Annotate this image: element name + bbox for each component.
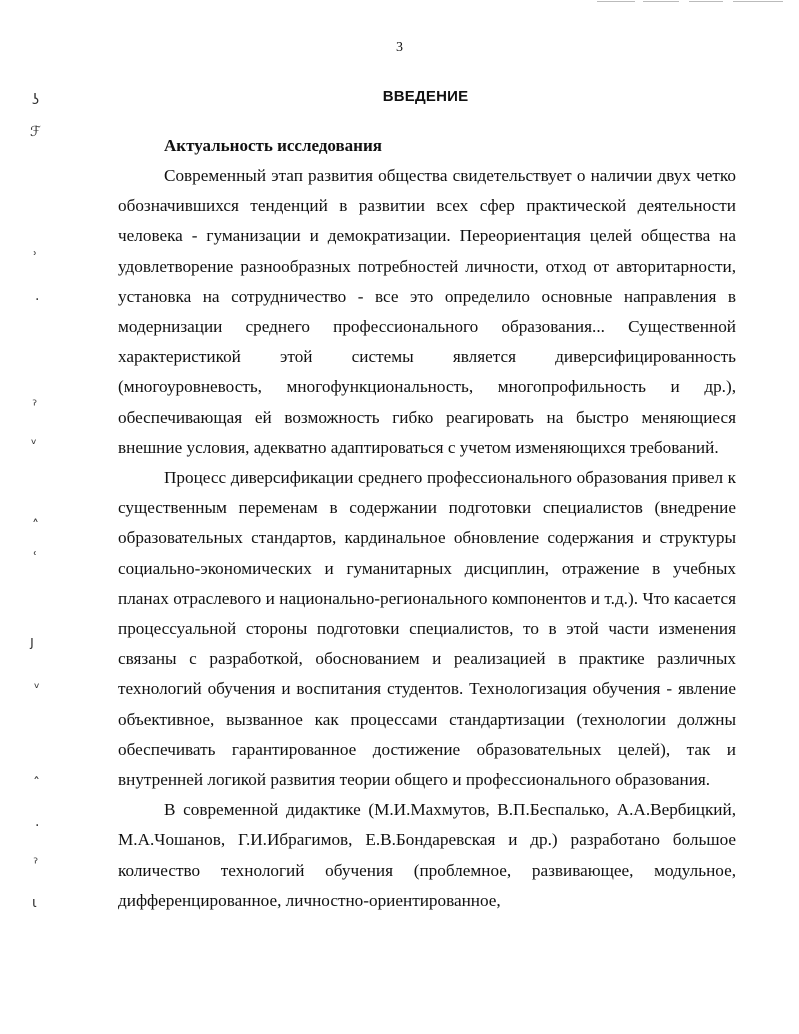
scan-corner-lines — [597, 0, 787, 6]
paragraph: Процесс диверсификации среднего профессионального образования привел к существенным переменам в содержании подготовки специалистов (внедрение образовательных стандартов, кардинальное обновление содержания и структуры социально-экономических и гуманитарных дисциплин, отражение в учебных планах отраслевого и национально-регионального компонентов и т.д.). Что касается процессуальной стороны подготовки специалистов, то в этой части изменения связаны с разработкой, обоснованием и реализацией в практике различных технологий обучения и воспитания студентов. Технологизация обучения - явление объективное, вызванное как процессами стандартизации (технологии должны обеспечивать гарантированное достижение образовательных целей), так и внутренней логикой развития теории общего и профессионального образования. — [118, 468, 736, 790]
page-number: 3 — [396, 40, 403, 55]
section-heading: Актуальность исследования — [164, 136, 382, 155]
paragraph: Современный этап развития общества свидетельствует о наличии двух четко обозначившихся тенденций в развитии всех сфер практической деятельности человека - гуманизации и демократизации. Переориентация целей общества на удовлетворение разнообразных потребностей личности, отход от авторитарности, установка на сотрудничество - все это определило основные направления в модернизации среднего профессионального образования... Существенной характеристикой этой системы является диверсифицированность (многоуровневость, многофункциональность, многопрофильность и др.), обеспечивающая ей возможность гибко реагировать на быстро меняющиеся внешние условия, адекватно адаптироваться с учетом изменяющихся требований. — [118, 166, 736, 457]
scan-margin-marks: ʖ ℱ ʾ · ˀ ᵥ ˄ ʿ ȷ ᵥ ˆ · ˀ ɩ — [30, 92, 42, 911]
paragraph: В современной дидактике (М.И.Махмутов, В.П.Беспалько, А.А.Вербицкий, М.А.Чошанов, Г.И.Ибрагимов, Е.В.Бондаревская и др.) разработано большое количество технологий обучения (проблемное, развивающее, модульное, дифференцированное, личностно-ориентированное, — [118, 800, 736, 910]
page-title: ВВЕДЕНИЕ — [382, 88, 469, 105]
body-text — [118, 161, 736, 916]
